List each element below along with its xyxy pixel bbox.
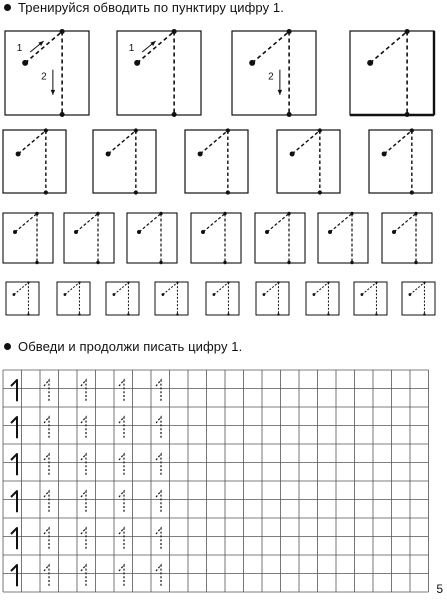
start-dot [13, 230, 17, 234]
diagonal-dashed-stroke [394, 214, 416, 233]
top-dot [226, 128, 230, 132]
diagonal-dashed-stroke [370, 32, 407, 63]
digit-one-dotted [119, 417, 124, 438]
bottom-dot [423, 313, 425, 315]
start-dot [382, 151, 387, 156]
digit-one-dotted [44, 491, 49, 512]
stroke-order-number: 2 [41, 71, 47, 83]
digit-one-sample [11, 454, 17, 475]
digit-one-sample [11, 380, 17, 401]
tracing-box-frame [93, 130, 156, 193]
diagonal-dashed-stroke [108, 131, 136, 154]
digit-one-sample [11, 528, 17, 549]
tracing-box-frame [3, 130, 66, 193]
digit-one-dotted [119, 491, 124, 512]
tracing-box [306, 281, 339, 315]
start-dot [313, 293, 316, 296]
tracing-box [256, 281, 289, 315]
digit-one-sample [11, 491, 17, 512]
diagonal-dashed-stroke [18, 131, 46, 154]
bottom-dot [27, 313, 29, 315]
diagonal-dashed-stroke [139, 214, 161, 233]
digit-one-dotted [44, 417, 49, 438]
top-dot [127, 281, 129, 283]
top-dot [78, 281, 80, 283]
instruction-continue-text: Обведи и продолжи писать цифру 1. [18, 339, 243, 354]
tracing-box [57, 281, 90, 315]
bottom-dot [410, 190, 414, 194]
tracing-box-frame [277, 130, 340, 193]
page-number: 5 [436, 582, 443, 596]
diagonal-dashed-stroke [137, 32, 174, 63]
digit-one-dotted [81, 528, 86, 549]
top-dot [44, 128, 48, 132]
start-dot [263, 293, 266, 296]
diagonal-dashed-stroke [163, 283, 178, 295]
tracing-box [6, 281, 39, 315]
start-dot [249, 60, 255, 66]
diagonal-dashed-stroke [65, 283, 80, 295]
bottom-dot [159, 261, 162, 264]
diagonal-dashed-stroke [76, 214, 98, 233]
tracing-box [191, 212, 241, 264]
stroke-order-number: 2 [268, 71, 274, 83]
digit-one-sample [11, 565, 17, 586]
diagonal-dashed-stroke [200, 131, 228, 154]
bottom-dot [223, 261, 226, 264]
top-dot [375, 281, 377, 283]
digit-one-sample [11, 417, 17, 438]
instruction-continue [0, 337, 242, 357]
stroke-order-number: 1 [128, 43, 135, 55]
bottom-dot [405, 112, 410, 117]
bottom-dot [375, 313, 377, 315]
top-dot [159, 212, 162, 215]
tracing-box [93, 128, 156, 194]
top-dot [134, 128, 138, 132]
bottom-dot [176, 313, 178, 315]
diagonal-dashed-stroke [314, 283, 329, 295]
diagonal-dashed-stroke [267, 214, 289, 233]
start-dot [74, 230, 78, 234]
diagonal-dashed-stroke [252, 32, 289, 63]
tracing-box [382, 212, 432, 264]
tracing-box [232, 29, 316, 117]
bottom-dot [226, 190, 230, 194]
digit-one-dotted [81, 454, 86, 475]
digit-one-dotted [81, 417, 86, 438]
instruction-trace-text: Тренируйся обводить по пунктиру цифру 1. [18, 0, 284, 15]
bottom-dot [60, 112, 65, 117]
tracing-box [277, 128, 340, 194]
bottom-dot [287, 261, 290, 264]
tracing-box [402, 281, 435, 315]
digit-one-dotted [81, 565, 86, 586]
tracing-box [350, 29, 434, 117]
tracing-box-frame [185, 130, 248, 193]
top-dot [227, 281, 229, 283]
tracing-box [155, 281, 188, 315]
top-dot [327, 281, 329, 283]
digit-one-dotted [156, 417, 161, 438]
diagonal-dashed-stroke [25, 32, 62, 63]
digit-one-dotted [156, 491, 161, 512]
start-dot [198, 151, 203, 156]
tracing-box [106, 281, 139, 315]
digit-one-dotted [119, 454, 124, 475]
bottom-dot [227, 313, 229, 315]
tracing-box [3, 212, 53, 264]
stroke-order-number: 1 [16, 43, 23, 55]
diagonal-dashed-stroke [330, 214, 352, 233]
start-dot [162, 293, 165, 296]
digit-one-dotted [119, 380, 124, 401]
top-dot [405, 29, 410, 34]
tracing-box [185, 128, 248, 194]
start-dot [290, 151, 295, 156]
digit-one-dotted [44, 565, 49, 586]
tracing-box [255, 212, 305, 264]
start-dot [134, 60, 140, 66]
top-dot [96, 212, 99, 215]
digit-one-dotted [156, 565, 161, 586]
bullet-icon [4, 343, 11, 350]
top-dot [176, 281, 178, 283]
bottom-dot [35, 261, 38, 264]
start-dot [137, 230, 141, 234]
arrow-head [51, 90, 56, 95]
bottom-dot [44, 190, 48, 194]
start-dot [392, 230, 396, 234]
start-dot [113, 293, 116, 296]
start-dot [64, 293, 67, 296]
bottom-dot [287, 112, 292, 117]
diagonal-dashed-stroke [14, 283, 29, 295]
top-dot [27, 281, 29, 283]
digit-one-dotted [81, 380, 86, 401]
tracing-box [3, 128, 66, 194]
bottom-dot [172, 112, 177, 117]
diagonal-dashed-stroke [15, 214, 37, 233]
start-dot [22, 60, 28, 66]
top-dot [414, 212, 417, 215]
diagonal-dashed-stroke [384, 131, 412, 154]
tracing-box [5, 29, 89, 117]
top-dot [423, 281, 425, 283]
top-dot [287, 29, 292, 34]
bottom-dot [96, 261, 99, 264]
digit-one-dotted [119, 528, 124, 549]
digit-one-dotted [44, 528, 49, 549]
tracing-box [117, 29, 201, 117]
start-dot [409, 293, 412, 296]
diagonal-dashed-stroke [264, 283, 279, 295]
tracing-box [318, 212, 368, 264]
diagonal-dashed-stroke [114, 283, 129, 295]
digit-one-dotted [156, 454, 161, 475]
tracing-box-frame [369, 130, 432, 193]
digit-one-dotted [156, 528, 161, 549]
start-dot [201, 230, 205, 234]
start-dot [106, 151, 111, 156]
top-dot [287, 212, 290, 215]
bottom-dot [318, 190, 322, 194]
tracing-box [127, 212, 177, 264]
start-dot [16, 151, 21, 156]
diagonal-dashed-stroke [203, 214, 225, 233]
bottom-dot [127, 313, 129, 315]
bottom-dot [134, 190, 138, 194]
digit-one-dotted [81, 491, 86, 512]
bottom-dot [78, 313, 80, 315]
diagonal-dashed-stroke [362, 283, 377, 295]
bottom-dot [327, 313, 329, 315]
tracing-box [354, 281, 387, 315]
bottom-dot [277, 313, 279, 315]
writing-grid [0, 370, 447, 598]
start-dot [328, 230, 332, 234]
start-dot [13, 293, 16, 296]
top-dot [410, 128, 414, 132]
bottom-dot [414, 261, 417, 264]
digit-one-dotted [44, 380, 49, 401]
start-dot [213, 293, 216, 296]
start-dot [361, 293, 364, 296]
digit-one-dotted [44, 454, 49, 475]
top-dot [350, 212, 353, 215]
diagonal-dashed-stroke [410, 283, 425, 295]
diagonal-dashed-stroke [214, 283, 229, 295]
top-dot [277, 281, 279, 283]
top-dot [60, 29, 65, 34]
top-dot [172, 29, 177, 34]
tracing-box [64, 212, 114, 264]
top-dot [223, 212, 226, 215]
digit-one-dotted [119, 565, 124, 586]
top-dot [318, 128, 322, 132]
bottom-dot [350, 261, 353, 264]
digit-one-dotted [156, 380, 161, 401]
arrow-head [278, 90, 283, 95]
diagonal-dashed-stroke [292, 131, 320, 154]
start-dot [367, 60, 373, 66]
top-dot [35, 212, 38, 215]
tracing-box [369, 128, 432, 194]
tracing-box [206, 281, 239, 315]
start-dot [265, 230, 269, 234]
